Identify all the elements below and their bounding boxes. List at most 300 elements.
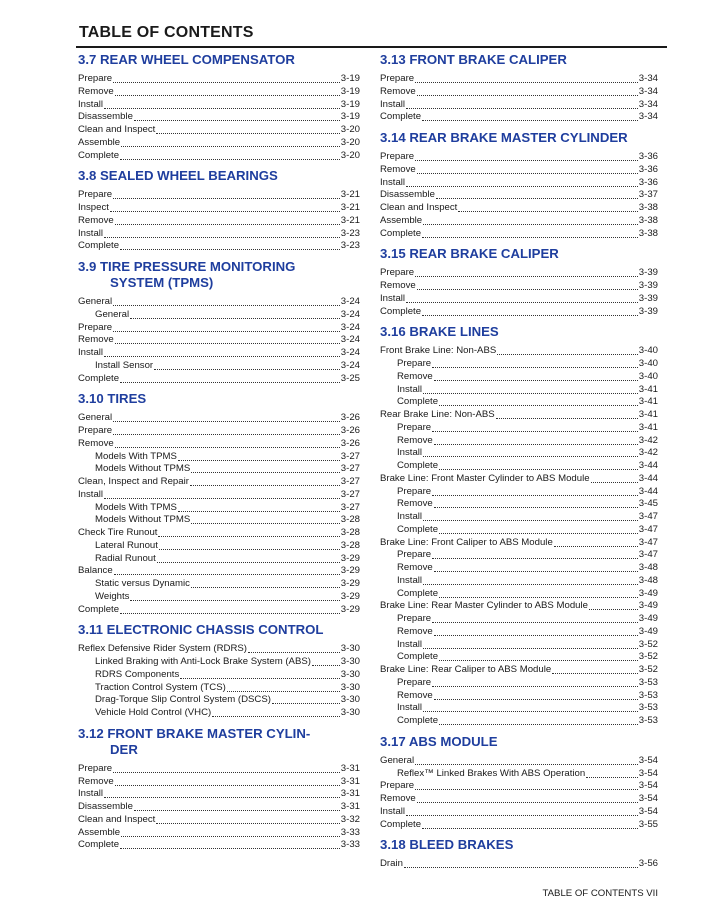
dot-leader	[406, 807, 638, 816]
page-title: TABLE OF CONTENTS	[79, 24, 254, 41]
toc-entry[interactable]	[78, 540, 360, 553]
toc-entry[interactable]	[78, 347, 360, 360]
toc-entry-label: Clean, Inspect and Repair	[78, 476, 189, 487]
toc-entry-label: Assemble	[380, 214, 423, 226]
dot-leader	[120, 151, 340, 160]
toc-entry-page: 3-24	[340, 296, 360, 307]
dot-leader	[434, 436, 638, 445]
dot-leader	[439, 525, 638, 534]
toc-entry[interactable]	[78, 322, 360, 335]
section-heading[interactable]	[380, 324, 658, 340]
dot-leader	[434, 499, 638, 508]
toc-entry-label: Complete	[397, 396, 439, 408]
dot-leader	[423, 385, 638, 394]
toc-entry-label: Clean and Inspect	[78, 124, 156, 135]
toc-entry[interactable]	[380, 293, 658, 306]
toc-entry[interactable]	[380, 793, 658, 806]
toc-entry[interactable]	[380, 396, 658, 409]
toc-entry[interactable]	[380, 460, 658, 473]
toc-entry-page: 3-24	[340, 308, 360, 320]
toc-entry-label: Remove	[397, 689, 433, 701]
toc-entry-label: Prepare	[397, 676, 432, 688]
toc-entry[interactable]	[380, 664, 658, 677]
toc-entry[interactable]	[78, 189, 360, 202]
toc-entry-page: 3-27	[340, 501, 360, 513]
dot-leader	[104, 229, 340, 238]
toc-entry[interactable]	[78, 514, 360, 527]
toc-entry-page: 3-37	[638, 189, 658, 201]
section-heading[interactable]	[78, 726, 360, 758]
toc-entry[interactable]	[380, 73, 658, 86]
toc-entry-page: 3-29	[340, 565, 360, 577]
toc-entry[interactable]	[380, 819, 658, 832]
toc-entry[interactable]	[78, 527, 360, 540]
toc-entry-label: Models With TPMS	[95, 450, 177, 462]
toc-entry-page: 3-47	[638, 536, 658, 548]
toc-entry[interactable]	[380, 86, 658, 99]
toc-entry[interactable]	[380, 524, 658, 537]
toc-entry-page: 3-47	[638, 549, 658, 561]
section-heading[interactable]	[78, 168, 360, 184]
toc-entry-label: Install	[78, 227, 104, 239]
toc-entry-label: Install	[397, 574, 423, 586]
dot-leader	[178, 503, 340, 512]
section-heading-text: 3.14 REAR BRAKE MASTER CYLINDER	[380, 130, 628, 145]
toc-entry-page: 3-36	[638, 176, 658, 188]
toc-entry-label: Install	[78, 488, 104, 500]
toc-entry[interactable]	[78, 215, 360, 228]
toc-entry-label: Reflex™ Linked Brakes With ABS Operation	[397, 767, 586, 779]
dot-leader	[439, 589, 638, 598]
toc-entry[interactable]	[78, 124, 360, 137]
dot-leader	[432, 678, 638, 687]
toc-entry[interactable]	[78, 73, 360, 86]
toc-entry-label: Complete	[380, 818, 422, 830]
toc-entry[interactable]	[380, 409, 658, 422]
section-heading[interactable]	[380, 52, 658, 68]
toc-entry-label: Remove	[397, 625, 433, 637]
toc-entry-page: 3-54	[638, 805, 658, 817]
dot-leader	[439, 461, 638, 470]
toc-entry-label: Install	[397, 447, 423, 459]
dot-leader	[423, 216, 638, 225]
toc-entry[interactable]	[78, 425, 360, 438]
toc-entry[interactable]	[78, 694, 360, 707]
dot-leader	[104, 789, 340, 798]
dot-leader	[134, 112, 340, 121]
toc-entry[interactable]	[380, 422, 658, 435]
toc-entry[interactable]	[78, 463, 360, 476]
dot-leader	[115, 87, 340, 96]
dot-leader	[312, 657, 340, 666]
toc-entry[interactable]	[380, 651, 658, 664]
toc-entry-page: 3-24	[340, 359, 360, 371]
section-heading[interactable]	[380, 734, 658, 750]
section-heading-text: 3.17 ABS MODULE	[380, 733, 498, 749]
toc-entry-label: Install	[397, 638, 423, 650]
dot-leader	[191, 515, 340, 524]
toc-entry[interactable]	[380, 202, 658, 215]
dot-leader	[423, 512, 638, 521]
toc-entry-label: Models Without TPMS	[95, 463, 191, 475]
toc-entry[interactable]	[380, 755, 658, 768]
dot-leader	[432, 614, 638, 623]
dot-leader	[156, 125, 339, 134]
toc-entry-label: Vehicle Hold Control (VHC)	[95, 707, 212, 718]
toc-entry-page: 3-38	[638, 202, 658, 213]
toc-entry-page: 3-20	[340, 149, 360, 161]
toc-entry-page: 3-36	[638, 151, 658, 162]
toc-entry-label: Prepare	[397, 421, 432, 433]
toc-entry-label: Remove	[380, 793, 416, 804]
dot-leader	[212, 708, 340, 717]
toc-entry[interactable]	[380, 99, 658, 112]
toc-entry[interactable]	[78, 240, 360, 253]
toc-entry-page: 3-42	[638, 447, 658, 459]
section-heading[interactable]	[380, 130, 658, 146]
toc-entry[interactable]	[380, 715, 658, 728]
toc-entry-label: Install	[380, 176, 406, 188]
toc-entry-page: 3-36	[638, 163, 658, 175]
toc-entry-page: 3-31	[340, 801, 360, 812]
toc-entry-label: Prepare	[380, 151, 415, 162]
toc-section-3-13	[380, 52, 658, 124]
section-heading[interactable]	[380, 246, 658, 262]
dot-leader	[497, 346, 638, 355]
dot-leader	[104, 490, 340, 499]
dot-leader	[415, 152, 638, 161]
toc-entry-label: Prepare	[397, 549, 432, 561]
dot-leader	[417, 794, 638, 803]
dot-leader	[552, 665, 638, 674]
dot-leader	[415, 268, 638, 277]
toc-entry[interactable]	[78, 150, 360, 163]
toc-entry-page: 3-21	[340, 214, 360, 226]
toc-entry-page: 3-34	[638, 111, 658, 123]
toc-entry-page: 3-53	[638, 676, 658, 688]
toc-entry-page: 3-29	[340, 552, 360, 564]
toc-entry[interactable]	[380, 613, 658, 626]
toc-entry-page: 3-31	[340, 762, 360, 774]
toc-entry-label: Brake Line: Front Caliper to ABS Module	[380, 536, 553, 548]
toc-entry-page: 3-28	[340, 539, 360, 551]
toc-entry-page: 3-27	[340, 488, 360, 500]
toc-entry-page: 3-23	[340, 240, 360, 252]
toc-entry[interactable]	[380, 768, 658, 781]
toc-entry[interactable]	[78, 309, 360, 322]
dot-leader	[158, 528, 339, 537]
dot-leader	[115, 439, 340, 448]
dot-leader	[422, 229, 638, 238]
toc-entry-label: Linked Braking with Anti-Lock Brake System (ABS)	[95, 656, 311, 667]
section-heading[interactable]	[380, 837, 658, 853]
dot-leader	[417, 281, 638, 290]
toc-entry[interactable]	[78, 202, 360, 215]
toc-entry[interactable]	[78, 707, 360, 720]
toc-entry-page: 3-38	[638, 214, 658, 226]
dot-leader	[432, 550, 638, 559]
section-heading-text: 3.10 TIRES	[78, 391, 147, 407]
section-heading-text: 3.7 REAR WHEEL COMPENSATOR	[78, 52, 295, 67]
toc-entry-label: Remove	[397, 434, 433, 446]
dot-leader	[180, 670, 340, 679]
toc-section-3-7	[78, 52, 360, 162]
section-heading-text: 3.16 BRAKE LINES	[380, 324, 499, 340]
toc-entry[interactable]	[78, 643, 360, 656]
section-heading-text-continued: SYSTEM (TPMS)	[110, 275, 214, 290]
toc-entry[interactable]	[78, 553, 360, 566]
toc-entry[interactable]	[380, 280, 658, 293]
toc-entry-page: 3-40	[638, 370, 658, 382]
dot-leader	[589, 601, 638, 610]
toc-entry-page: 3-27	[340, 476, 360, 487]
toc-entry-page: 3-33	[340, 839, 360, 851]
toc-entry[interactable]	[380, 702, 658, 715]
toc-entry-page: 3-41	[638, 409, 658, 420]
toc-entry[interactable]	[78, 682, 360, 695]
dot-leader	[554, 538, 638, 547]
toc-entry[interactable]	[380, 111, 658, 124]
section-heading[interactable]	[78, 259, 360, 291]
toc-entry-label: Prepare	[78, 425, 113, 436]
toc-entry-label: Install	[380, 98, 406, 110]
toc-entry[interactable]	[78, 451, 360, 464]
toc-entry[interactable]	[380, 626, 658, 639]
toc-entry-page: 3-23	[340, 227, 360, 239]
toc-entry[interactable]	[78, 334, 360, 347]
dot-leader	[439, 716, 638, 725]
toc-entry-label: Remove	[397, 498, 433, 510]
toc-entry-page: 3-44	[638, 472, 658, 484]
toc-entry-page: 3-40	[638, 358, 658, 369]
toc-entry-label: Front Brake Line: Non-ABS	[380, 345, 497, 357]
toc-entry[interactable]	[380, 690, 658, 703]
section-heading-text: 3.8 SEALED WHEEL BEARINGS	[78, 168, 278, 184]
toc-entry-label: Install	[78, 98, 104, 110]
toc-entry-label: Radial Runout	[95, 552, 156, 564]
toc-entry[interactable]	[78, 591, 360, 604]
toc-entry-page: 3-54	[638, 767, 658, 779]
toc-entry[interactable]	[78, 801, 360, 814]
toc-entry[interactable]	[380, 562, 658, 575]
toc-entry-label: Prepare	[397, 485, 432, 497]
toc-entry[interactable]	[380, 600, 658, 613]
section-heading-text: 3.13 FRONT BRAKE CALIPER	[380, 52, 567, 67]
section-heading-text: 3.18 BLEED BRAKES	[380, 837, 514, 853]
toc-entry[interactable]	[78, 99, 360, 112]
dot-leader	[434, 627, 638, 636]
dot-leader	[432, 423, 638, 432]
toc-entry-page: 3-27	[340, 463, 360, 475]
toc-entry-label: Remove	[78, 214, 114, 226]
toc-entry[interactable]	[78, 228, 360, 241]
toc-entry-label: Remove	[380, 280, 416, 291]
toc-entry[interactable]	[380, 435, 658, 448]
toc-entry-label: General	[78, 296, 113, 307]
dot-leader	[113, 413, 340, 422]
toc-entry[interactable]	[380, 575, 658, 588]
toc-entry-label: Inspect	[78, 202, 109, 213]
toc-entry-label: Remove	[78, 775, 114, 787]
toc-entry-page: 3-45	[638, 498, 658, 510]
toc-entry[interactable]	[78, 502, 360, 515]
toc-entry[interactable]	[78, 489, 360, 502]
dot-leader	[113, 764, 340, 773]
dot-leader	[115, 216, 340, 225]
toc-entry[interactable]	[78, 111, 360, 124]
toc-entry-page: 3-42	[638, 434, 658, 446]
toc-entry[interactable]	[380, 358, 658, 371]
toc-entry-label: Remove	[78, 334, 114, 346]
toc-entry[interactable]	[380, 639, 658, 652]
dot-leader	[432, 359, 638, 368]
dot-leader	[121, 138, 340, 147]
toc-entry-label: Remove	[78, 85, 114, 97]
toc-entry-page: 3-30	[340, 668, 360, 680]
toc-entry-page: 3-48	[638, 574, 658, 586]
toc-entry[interactable]	[380, 384, 658, 397]
toc-entry[interactable]	[78, 412, 360, 425]
toc-entry[interactable]	[78, 360, 360, 373]
toc-entry[interactable]	[380, 151, 658, 164]
toc-entry-label: Remove	[380, 163, 416, 175]
toc-entry-label: Complete	[397, 523, 439, 535]
toc-entry[interactable]	[78, 373, 360, 386]
toc-entry[interactable]	[78, 839, 360, 852]
toc-entry-page: 3-32	[340, 813, 360, 825]
dot-leader	[120, 241, 340, 250]
toc-entry-page: 3-30	[340, 707, 360, 718]
toc-section-3-8	[78, 168, 360, 253]
toc-entry[interactable]	[380, 677, 658, 690]
toc-entry[interactable]	[78, 438, 360, 451]
toc-entry[interactable]	[78, 137, 360, 150]
toc-entry[interactable]	[380, 306, 658, 319]
toc-entry[interactable]	[380, 537, 658, 550]
toc-entry-label: Prepare	[78, 321, 113, 333]
toc-entry-page: 3-21	[340, 202, 360, 213]
toc-entry[interactable]	[380, 806, 658, 819]
section-heading[interactable]	[78, 391, 360, 407]
header-divider	[76, 46, 667, 48]
toc-entry[interactable]	[380, 164, 658, 177]
toc-entry-page: 3-30	[340, 694, 360, 706]
toc-entry[interactable]	[78, 565, 360, 578]
dot-leader	[422, 307, 638, 316]
toc-entry[interactable]	[380, 549, 658, 562]
toc-entry[interactable]	[78, 814, 360, 827]
toc-entry-page: 3-55	[638, 818, 658, 830]
toc-entry-label: Prepare	[380, 780, 415, 792]
toc-entry[interactable]	[380, 780, 658, 793]
toc-entry[interactable]	[78, 669, 360, 682]
toc-entry[interactable]	[380, 267, 658, 280]
toc-entry[interactable]	[380, 345, 658, 358]
toc-entry-page: 3-41	[638, 421, 658, 433]
toc-entry-page: 3-30	[340, 643, 360, 655]
dot-leader	[434, 372, 638, 381]
toc-entry-page: 3-39	[638, 280, 658, 291]
toc-entry[interactable]	[380, 371, 658, 384]
toc-entry[interactable]	[78, 604, 360, 617]
toc-entry-label: Prepare	[380, 267, 415, 279]
toc-entry-page: 3-44	[638, 460, 658, 471]
dot-leader	[417, 87, 638, 96]
dot-leader	[434, 563, 638, 572]
toc-entry-label: Clean and Inspect	[380, 202, 458, 213]
toc-entry-page: 3-47	[638, 523, 658, 535]
toc-entry-page: 3-54	[638, 754, 658, 766]
toc-entry[interactable]	[380, 447, 658, 460]
toc-section-3-10	[78, 391, 360, 616]
toc-entry-page: 3-34	[638, 98, 658, 110]
toc-entry-page: 3-47	[638, 511, 658, 522]
toc-entry[interactable]	[380, 228, 658, 241]
toc-entry[interactable]	[380, 511, 658, 524]
section-heading[interactable]	[78, 52, 360, 68]
section-heading-text: 3.9 TIRE PRESSURE MONITORING	[78, 259, 296, 274]
toc-entry[interactable]	[78, 827, 360, 840]
toc-entry-page: 3-31	[340, 775, 360, 787]
toc-entry[interactable]	[78, 788, 360, 801]
dot-leader	[134, 802, 340, 811]
toc-entry-label: Models With TPMS	[95, 501, 177, 513]
toc-entry[interactable]	[380, 215, 658, 228]
section-heading[interactable]	[78, 622, 360, 638]
dot-leader	[115, 777, 340, 786]
toc-entry[interactable]	[78, 578, 360, 591]
toc-entry[interactable]	[78, 656, 360, 669]
dot-leader	[439, 652, 638, 661]
toc-entry[interactable]	[78, 776, 360, 789]
toc-section-3-11	[78, 622, 360, 720]
toc-entry-label: Balance	[78, 565, 113, 577]
toc-entry-label: Check Tire Runout	[78, 527, 158, 538]
toc-entry[interactable]	[78, 763, 360, 776]
toc-entry-page: 3-53	[638, 702, 658, 714]
toc-entry-page: 3-28	[340, 514, 360, 526]
toc-entry[interactable]	[380, 189, 658, 202]
dot-leader	[120, 374, 340, 383]
toc-entry[interactable]	[380, 486, 658, 499]
toc-entry[interactable]	[380, 473, 658, 486]
toc-entry-page: 3-30	[340, 656, 360, 667]
dot-leader	[154, 361, 340, 370]
toc-entry-page: 3-20	[340, 136, 360, 148]
toc-entry-page: 3-25	[340, 372, 360, 384]
toc-entry-page: 3-27	[340, 450, 360, 462]
toc-entry-label: Assemble	[78, 136, 121, 148]
toc-entry[interactable]	[380, 177, 658, 190]
dot-leader	[423, 640, 638, 649]
toc-entry-label: Complete	[78, 603, 120, 615]
toc-entry-label: General	[380, 754, 415, 766]
toc-entry-label: Remove	[397, 562, 433, 573]
toc-entry[interactable]	[380, 588, 658, 601]
dot-leader	[415, 781, 638, 790]
toc-entry-label: Clean and Inspect	[78, 813, 156, 825]
toc-entry[interactable]	[78, 476, 360, 489]
toc-entry-label: General	[78, 412, 113, 424]
toc-entry[interactable]	[380, 498, 658, 511]
toc-entry[interactable]	[78, 86, 360, 99]
toc-entry[interactable]	[78, 296, 360, 309]
toc-entry[interactable]	[380, 858, 658, 871]
section-heading-text-continued: DER	[110, 741, 138, 757]
toc-entry-page: 3-54	[638, 780, 658, 792]
dot-leader	[104, 100, 340, 109]
toc-section-3-15	[380, 246, 658, 318]
